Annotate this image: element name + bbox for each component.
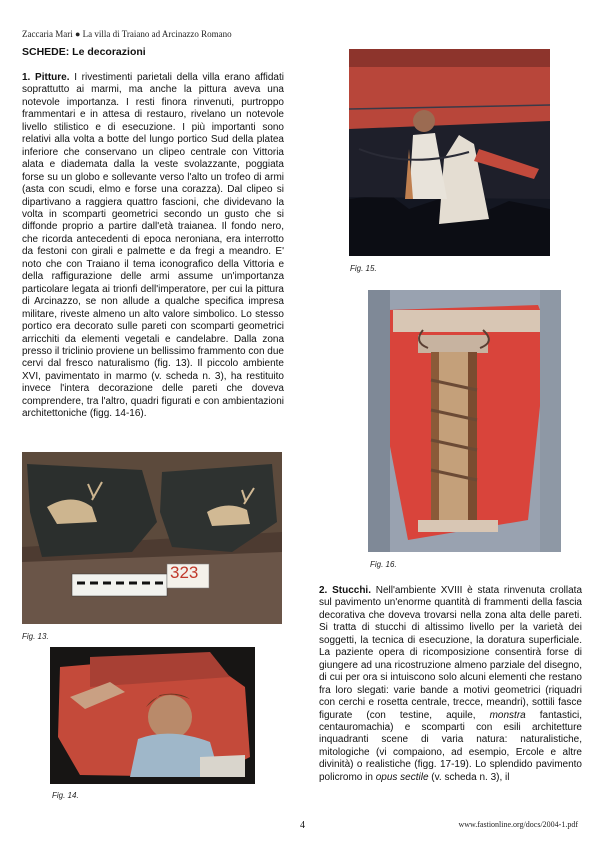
paragraph-text: fantastici, centauromachia) e scomparti con esili architetture inquadranti scene di varia natura: naturalistiche, mitologiche (vi compaiono, ad esempio, Ercole e altre divinità) o realistiche (figg. 17-19). Lo splendido pavimento policromo in [319, 709, 582, 783]
figure-15-image [349, 49, 550, 256]
paragraph-heading: 1. Pitture. [22, 72, 70, 83]
figure-14-caption: Fig. 14. [52, 791, 79, 800]
paragraph-text: (v. scheda n. 3), il [428, 771, 510, 783]
figure-13-tag-number: 323 [170, 563, 199, 582]
paragraph-text: Nell'ambiente XVIII è stata rinvenuta crollata sul pavimento un'enorme quantità di frammenti della fascia decorativa che doveva trovarsi nella zona alta delle pareti. Si tratta di stucchi di altissimo livello per la varietà dei soggetti, la tecnica di esecuzione, la doratura superficiale. La paziente opera di ricomposizione consentirà forse di giungere ad una ricostruzione almeno parziale del disegno, di cui per ora si intuiscono solo alcuni elementi che restano fra loro slegati: varie bande a motivi geometrici (riquadri con cerchi e rosetta centrale, trecce, meandri), sottili fasce figurate (con testine, aquile, [319, 585, 583, 721]
figure-15-caption: Fig. 15. [350, 264, 377, 273]
figure-13-caption: Fig. 13. [22, 632, 49, 641]
paragraph-heading: 2. Stucchi. [319, 585, 371, 596]
running-header: Zaccaria Mari ● La villa di Traiano ad Arcinazzo Romano [22, 29, 232, 39]
figure-16-image [368, 290, 561, 552]
paragraph-stucchi [319, 585, 582, 784]
figure-16-caption: Fig. 16. [370, 560, 397, 569]
paragraph-italic-term: monstra [489, 709, 526, 721]
section-title: SCHEDE: Le decorazioni [22, 46, 146, 58]
paragraph-pitture [22, 72, 284, 421]
figure-13-image [22, 452, 282, 624]
paragraph-text: I rivestimenti parietali della villa erano affidati soprattutto ai marmi, ma anche la pittura aveva una notevole importanza. I resti finora rinvenuti, purtroppo frammentari e in attesa di restauro, rivelano un notevole livello stilistico e di esecuzione. I più importanti sono relativi alla volta a botte del lungo portico Sud della platea inferiore che conservano un clipeo centrale con Vittoria alata e diademata dalla la veste svolazzante, poggiata forse su un globo e sollevante verso l'alto un trofeo di armi (asta con scudi, elmo e forse una corazza). Dal clipeo si dipartivano a raggiera quattro fascioni, che dividevano la volta in scomparti geometrici secondo un gusto che si diffonde proprio a partire dall'età traianea. Il fondo nero, che ricorda antecedenti di epoca neroniana, era interrotto da festoni con girali e palmette e da fregi a meandro. E' noto che con Traiano il tema iconografico della Vittoria e della raffigurazione delle armi assume un'importanza particolare legata ai trionfi dell'imperatore, per cui la pittura di Arcinazzo, se non allude a qualche specifica impresa militare, riveste almeno un alto valore simbolico. Lo stesso portico era decorato sulle pareti con scomparti geometrici arricchiti da elementi vegetali e candelabre. Dalla zona presso il triclinio proviene un bellissimo frammento con due cervi dal fresco naturalismo (fig. 13). Il piccolo ambiente XVI, pavimentato in marmo (v. scheda n. 3), ha restituito invece l'intera decorazione delle pareti che doveva comprendere, tra l'altro, quadri figurati e con ambientazioni architettoniche (figg. 14-16). [22, 72, 284, 420]
paragraph-italic-term: opus sectile [375, 771, 429, 783]
footer-url: www.fastionline.org/docs/2004-1.pdf [458, 820, 578, 829]
figure-14-image [50, 647, 255, 784]
page-number: 4 [300, 820, 305, 831]
